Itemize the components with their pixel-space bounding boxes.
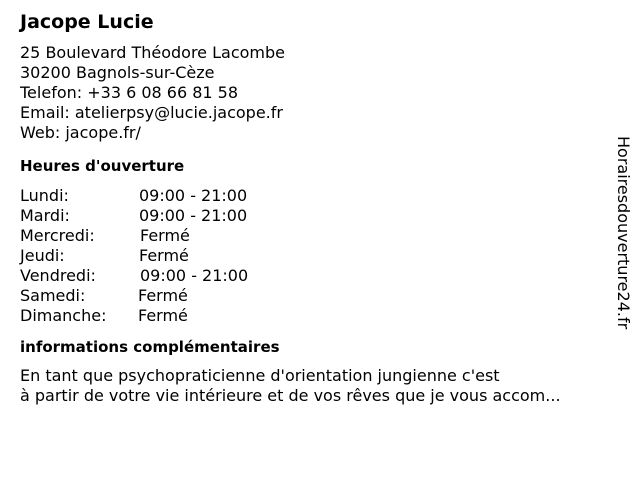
business-name: Jacope Lucie	[20, 11, 154, 33]
day-label: Vendredi:	[20, 266, 96, 285]
hours-row-sunday	[20, 306, 620, 326]
hours-value: 09:00 - 21:00	[139, 186, 248, 205]
hours-value: Fermé	[140, 226, 190, 245]
info-text	[20, 366, 620, 406]
info-title: informations complémentaires	[20, 338, 280, 356]
day-label: Samedi:	[20, 286, 86, 305]
hours-row-friday	[20, 266, 620, 286]
hours-value: Fermé	[138, 286, 188, 305]
info-line: à partir de votre vie intérieure et de vos rêves que je vous accom...	[20, 386, 561, 405]
day-label: Mardi:	[20, 206, 70, 225]
address-street: 25 Boulevard Théodore Lacombe	[20, 43, 285, 62]
hours-value: Fermé	[138, 306, 188, 325]
phone-line: Telefon: +33 6 08 66 81 58	[20, 83, 239, 102]
site-watermark-text: Horairesdouverture24.fr	[614, 136, 633, 330]
hours-table	[20, 186, 620, 326]
hours-row-thursday	[20, 246, 620, 266]
hours-row-monday	[20, 186, 620, 206]
hours-title: Heures d'ouverture	[20, 157, 185, 175]
day-label: Mercredi:	[20, 226, 95, 245]
hours-row-wednesday	[20, 226, 620, 246]
site-watermark	[612, 136, 636, 372]
day-label: Jeudi:	[20, 246, 65, 265]
address-city: 30200 Bagnols-sur-Cèze	[20, 63, 215, 82]
email-line: Email: atelierpsy@lucie.jacope.fr	[20, 103, 283, 122]
info-line: En tant que psychopraticienne d'orientation jungienne c'est	[20, 366, 500, 385]
day-label: Lundi:	[20, 186, 69, 205]
hours-row-saturday	[20, 286, 620, 306]
hours-row-tuesday	[20, 206, 620, 226]
hours-value: 09:00 - 21:00	[139, 206, 248, 225]
hours-value: Fermé	[139, 246, 189, 265]
hours-value: 09:00 - 21:00	[140, 266, 249, 285]
web-line: Web: jacope.fr/	[20, 123, 141, 142]
day-label: Dimanche:	[20, 306, 107, 325]
contact-block	[20, 43, 620, 143]
business-card	[20, 10, 620, 406]
